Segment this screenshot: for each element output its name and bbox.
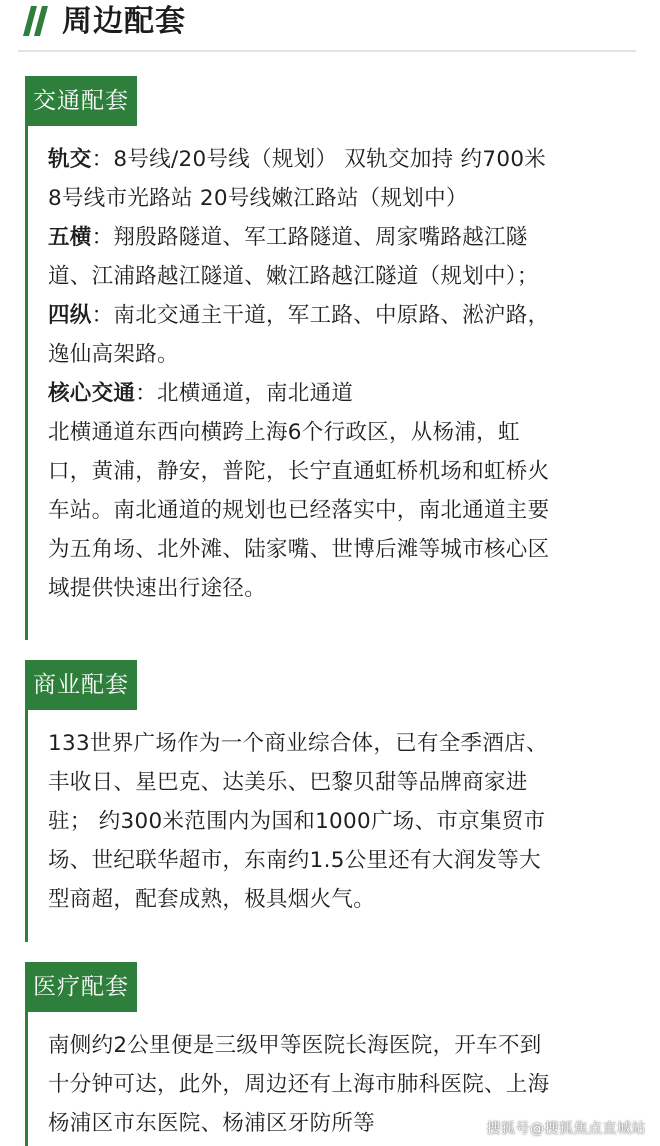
text-lead: 核心交通	[48, 381, 136, 406]
text-lead: 轨交	[48, 147, 92, 172]
text-line	[48, 218, 648, 257]
text-body: 驻； 约300米范围内为国和1000广场、市京集贸市	[48, 809, 546, 834]
text-body: ：翔殷路隧道、军工路隧道、周家嘴路越江隧	[91, 225, 528, 250]
text-body: 北横通道东西向横跨上海6个行政区，从杨浦，虹	[48, 420, 520, 445]
text-body: 133世界广场作为一个商业综合体，已有全季酒店、	[48, 731, 548, 756]
text-body: 杨浦区市东医院、杨浦区牙防所等	[48, 1111, 376, 1136]
text-body: ：北横通道，南北通道	[135, 381, 354, 406]
text-body: 南侧约2公里便是三级甲等医院长海医院，开车不到	[48, 1033, 542, 1058]
text-line	[48, 140, 648, 179]
text-body: ：南北交通主干道，军工路、中原路、淞沪路，	[91, 303, 550, 328]
transport-text	[48, 140, 648, 608]
section-accent-bar	[25, 76, 28, 640]
text-body: 为五角场、北外滩、陆家嘴、世博后滩等城市核心区	[48, 537, 550, 562]
text-lead: 四纵	[48, 303, 92, 328]
text-line	[48, 724, 648, 763]
text-line	[48, 763, 648, 802]
text-line	[48, 374, 648, 413]
source-watermark: 搜狐号@搜狐焦点直城站	[486, 1121, 646, 1137]
text-line	[48, 179, 648, 218]
text-body: 道、江浦路越江隧道、嫩江路越江隧道（规划中）；	[48, 264, 539, 289]
text-body: ：8号线/20号线（规划） 双轨交加持 约700米	[91, 147, 547, 172]
section-header	[18, 0, 636, 52]
text-line	[48, 1065, 648, 1104]
section-tag-transport: 交通配套	[25, 76, 137, 126]
text-body: 域提供快速出行途径。	[48, 576, 267, 601]
text-line	[48, 257, 648, 296]
double-slash-icon	[22, 6, 52, 36]
page-title: 周边配套	[62, 4, 186, 39]
text-line	[48, 296, 648, 335]
text-line	[48, 530, 648, 569]
text-line	[48, 491, 648, 530]
text-line	[48, 1026, 648, 1065]
text-body: 车站。南北通道的规划也已经落实中，南北通道主要	[48, 498, 550, 523]
text-body: 场、世纪联华超市，东南约1.5公里还有大润发等大	[48, 848, 541, 873]
section-tag-commerce: 商业配套	[25, 660, 137, 710]
text-line	[48, 841, 648, 880]
text-line	[48, 452, 648, 491]
text-body: 逸仙高架路。	[48, 342, 179, 367]
text-lead: 五横	[48, 225, 92, 250]
text-body: 8号线市光路站 20号线嫩江路站（规划中）	[48, 186, 468, 211]
text-body: 型商超，配套成熟，极具烟火气。	[48, 887, 376, 912]
text-body: 丰收日、星巴克、达美乐、巴黎贝甜等品牌商家进	[48, 770, 528, 795]
section-tag-medical: 医疗配套	[25, 962, 137, 1012]
text-body: 口，黄浦，静安，普陀，长宁直通虹桥机场和虹桥火	[48, 459, 550, 484]
text-line	[48, 802, 648, 841]
commerce-text	[48, 724, 648, 919]
text-line	[48, 569, 648, 608]
text-body: 十分钟可达，此外，周边还有上海市肺科医院、上海	[48, 1072, 550, 1097]
text-line	[48, 413, 648, 452]
text-line	[48, 335, 648, 374]
text-line	[48, 880, 648, 919]
